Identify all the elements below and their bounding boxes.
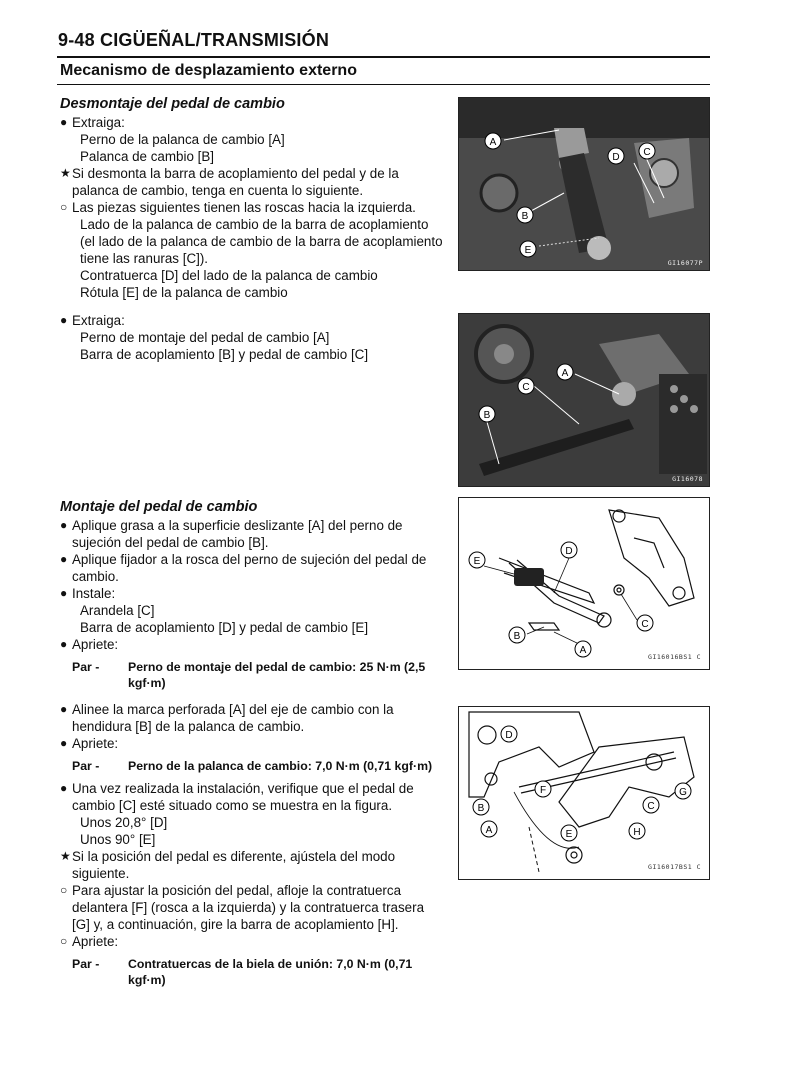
list-item: Rótula [E] de la palanca de cambio [80,285,288,300]
list-item: ○ Para ajustar la posición del pedal, afloje la contratuerca delantera [F] (rosca a la izquierda) y la contratuerca trasera [G] y, a continuación, gire la barra de acoplamiento [H]. [60,883,425,932]
installation-section [60,499,445,994]
bullet-icon: ● [60,736,68,750]
list-item: ● Alinee la marca perforada [A] del eje de cambio con la hendidura [B] de la palanca de cambio. [60,702,394,734]
list-item: Unos 20,8° [D] [80,815,168,830]
title-rule [57,56,710,58]
bullet-icon: ● [60,115,68,129]
callout-label: A [489,137,497,148]
list-item: Perno de la palanca de cambio [A] [80,132,285,147]
page-title: 9-48 CIGÜEÑAL/TRANSMISIÓN [58,30,330,50]
callout-label: H [633,827,641,838]
callout-label: C [647,801,655,812]
list-item: Unos 90° [E] [80,832,156,847]
figure-code: GI16078 [672,475,703,483]
list-item: Contratuerca [D] del lado de la palanca de cambio [80,268,378,283]
callout-label: B [521,211,529,222]
list-item: Palanca de cambio [B] [80,149,214,164]
drawing-assembly [459,498,709,669]
section-heading: Mecanismo de desplazamiento externo [60,62,357,79]
callout-label: D [505,730,513,741]
callout-label: B [483,410,491,421]
callout-label: F [539,785,547,796]
callout-label: A [561,368,569,379]
figure-shift-lever-photo [458,97,710,271]
list-item: ● Una vez realizada la instalación, verifique que el pedal de cambio [C] esté situado como se muestra en la figura. [60,781,414,813]
list-item: ● Apriete: [60,637,119,652]
list-item: ★ Si la posición del pedal es diferente, ajústela del modo siguiente. [60,849,396,881]
figure-code: GI16017BS1 C [648,863,701,871]
callout-label: G [679,787,687,798]
bullet-icon: ● [60,313,68,327]
list-item: Barra de acoplamiento [B] y pedal de cambio [C] [80,347,369,362]
list-item: ● Extraiga: [60,313,125,328]
callout-label: E [524,245,532,256]
bullet-icon: ● [60,586,68,600]
figure-code: GI16016BS1 C [648,653,701,661]
list-item: Lado de la palanca de cambio de la barra de acoplamiento (el lado de la palanca de cambio de la barra de acoplamiento tiene las ranuras [C]). [80,217,443,266]
list-item: ★ Si desmonta la barra de acoplamiento del pedal y de la palanca de cambio, tenga en cuenta lo siguiente. [60,166,399,198]
figure-assembly-drawing [458,497,710,670]
removal-section [60,96,445,363]
bullet-icon: ● [60,781,68,795]
removal-title: Desmontaje del pedal de cambio [60,96,285,112]
list-item: ● Aplique fijador a la rosca del perno de sujeción del pedal de cambio. [60,552,427,584]
list-item: ○ Apriete: [60,934,119,949]
callout-label: C [641,619,649,630]
figure-code: GI16077P [667,259,703,267]
circle-icon: ○ [60,883,68,897]
callout-label: E [473,556,481,567]
list-item: Perno de montaje del pedal de cambio [A] [80,330,330,345]
list-item: ● Instale: [60,586,116,601]
torque-spec: Par - Perno de montaje del pedal de cambio: 25 N·m (2,5 kgf·m) [72,660,426,690]
callout-label: C [522,382,530,393]
drawing-position [459,707,709,879]
heading-rule [57,84,710,85]
bullet-icon: ● [60,702,68,716]
torque-spec: Par - Perno de la palanca de cambio: 7,0 N·m (0,71 kgf·m) [72,759,433,773]
bullet-icon: ● [60,518,68,532]
figure-position-drawing [458,706,710,880]
photo-pedal [459,314,709,486]
photo-shift-lever [459,98,709,270]
callout-label: A [579,645,587,656]
callout-label: D [565,546,573,557]
figure-pedal-photo [458,313,710,487]
star-icon: ★ [60,166,71,180]
list-item: ● Aplique grasa a la superficie deslizante [A] del perno de sujeción del pedal de cambio [B]. [60,518,403,550]
callout-label: C [643,147,651,158]
bullet-icon: ● [60,637,68,651]
circle-icon: ○ [60,200,68,214]
bullet-icon: ● [60,552,68,566]
circle-icon: ○ [60,934,68,948]
installation-title: Montaje del pedal de cambio [60,499,258,515]
callout-label: B [513,631,521,642]
list-item: ○ Las piezas siguientes tienen las roscas hacia la izquierda. [60,200,416,215]
list-item: Arandela [C] [80,603,155,618]
callout-label: D [612,152,620,163]
star-icon: ★ [60,849,71,863]
list-item: Barra de acoplamiento [D] y pedal de cambio [E] [80,620,369,635]
list-item: ● Extraiga: [60,115,125,130]
list-item: ● Apriete: [60,736,119,751]
callout-label: A [485,825,493,836]
callout-label: B [477,803,485,814]
torque-spec: Par - Contratuercas de la biela de unión: 7,0 N·m (0,71 kgf·m) [72,957,413,987]
callout-label: E [565,829,573,840]
